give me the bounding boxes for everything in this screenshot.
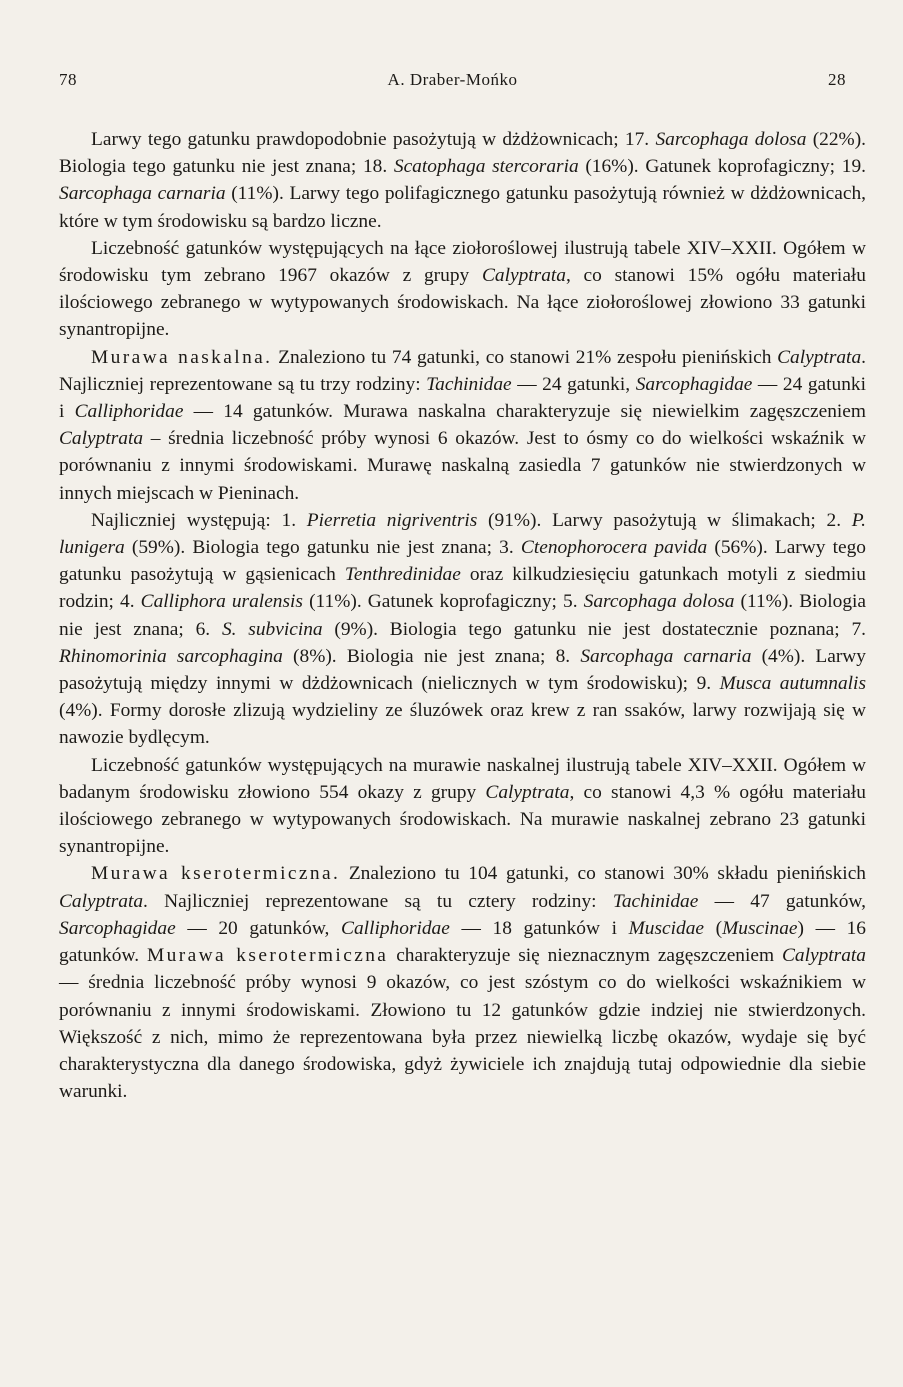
taxon-name: Calyptrata (59, 428, 144, 450)
paragraph-6 (59, 860, 866, 1105)
text-run: , co stanowi 4,3 % ogółu materiału ilościowego zebranego w wytypowanych środowiskach. Na murawie naskalnej zebrano 23 gatunki synantropijne. (59, 781, 866, 858)
text-run: Najliczniej występują: 1. (91, 509, 307, 531)
text-run: (91%). Larwy pasożytują w ślimakach; 2. (477, 509, 852, 531)
text-run: — 24 gatunki i (59, 373, 867, 423)
text-run: — 18 gatunków i (449, 917, 629, 939)
text-run: — 24 gatunki, (511, 373, 636, 395)
text-run: — 20 gatunków, (175, 917, 342, 939)
taxon-name: Calyptrata (485, 781, 570, 803)
species-name: Pierretia nigriventris (306, 509, 478, 531)
running-author: A. Draber-Mońko (387, 70, 518, 89)
family-name: Calliphoridae (341, 917, 450, 939)
species-name: Ctenophorocera pavida (520, 537, 708, 559)
text-run: (11%). Larwy tego polifagicznego gatunku pasożytują również w dżdżownicach, które w tym środowisku są bardzo liczne. (59, 183, 866, 232)
species-name: Sarcophaga dolosa (583, 591, 735, 613)
spaced-term: Murawa kserotermiczna (146, 945, 389, 967)
running-header (59, 70, 846, 100)
species-name: Musca autumnalis (719, 673, 866, 695)
species-name: Sarcophaga carnaria (59, 183, 226, 205)
body-text (59, 126, 866, 1105)
paragraph-5 (59, 752, 866, 861)
text-run: (4%). Formy dorosłe zlizują wydzieliny ze śluzówek oraz krew z ran ssaków, larwy rozwijają się w nawozie bydlęcym. (59, 700, 866, 749)
text-run: (8%). Biologia nie jest znana; 8. (282, 645, 581, 667)
paragraph-1 (59, 126, 866, 235)
text-run: — 47 gatunków, (698, 890, 866, 912)
taxon-name: Calyptrata (781, 945, 866, 967)
taxon-name: Calyptrata (59, 890, 144, 912)
species-name: S. subvicina (221, 618, 323, 640)
volume-number: 28 (828, 70, 846, 89)
family-name: Sarcophagidae (59, 917, 176, 939)
paragraph-2 (59, 235, 866, 344)
page-number: 78 (59, 70, 77, 89)
text-run: Larwy tego gatunku prawdopodobnie pasożytują w dżdżownicach; 17. (91, 129, 656, 150)
family-name: Tachinidae (426, 373, 512, 395)
text-run: (56%). Larwy tego gatunku pasożytują w gąsienicach (59, 537, 866, 586)
text-run: , co stanowi 15% ogółu materiału ilościowego zebranego w wytypowanych środowiskach. Na łące ziołoroślowej złowiono 33 gatunki synantropijne. (59, 265, 867, 341)
text-run: Znaleziono tu 104 gatunki, co stanowi 30% składu pienińskich (340, 863, 866, 885)
species-name: Sarcophaga carnaria (580, 645, 752, 667)
paragraph-4 (59, 507, 866, 752)
text-run: – średnia liczebność próby wynosi 6 okazów. Jest to ósmy co do wielkości wskaźnik w porównaniu z innymi środowiskami. Murawę naskalną zasiedla 7 gatunków nie stwierdzonych w innych miejscach w Pieninach. (59, 428, 866, 504)
species-name: Scatophaga stercoraria (393, 156, 579, 178)
text-run: (59%). Biologia tego gatunku nie jest znana; 3. (124, 537, 521, 559)
family-name: Sarcophagidae (635, 373, 753, 395)
text-run: — 14 gatunków. Murawa naskalna charakteryzuje się niewielkim zagęszczeniem (183, 401, 866, 423)
species-name: P. lunigera (59, 509, 866, 559)
paragraph-3 (59, 344, 866, 507)
text-run: ( (704, 917, 723, 939)
text-run: (16%). Gatunek koprofagiczny; 19. (578, 156, 866, 178)
family-name: Muscidae (628, 917, 705, 939)
taxon-name: Calyptrata (481, 265, 566, 287)
text-run: oraz kilkudziesięciu gatunkach motyli z siedmiu rodzin; 4. (59, 564, 866, 613)
subfamily-name: Muscinae (722, 917, 798, 939)
text-run: Liczebność gatunków występujących na murawie naskalnej ilustrują tabele XIV–XXII. Ogółem w badanym środowisku złowiono 554 okazy z grupy (59, 754, 866, 803)
section-run-in-heading: Murawa kserotermiczna. (91, 863, 341, 885)
text-run: (9%). Biologia tego gatunku nie jest dostatecznie poznana; 7. (322, 618, 866, 640)
taxon-name: Calyptrata (777, 346, 862, 368)
species-name: Calliphora uralensis (140, 591, 303, 613)
text-run: (11%). Biologia nie jest znana; 6. (59, 591, 867, 640)
family-name: Tenthredinidae (344, 564, 461, 586)
text-run: Liczebność gatunków występujących na łące ziołoroślowej ilustrują tabele XIV–XXII. Ogółem w środowisku tym zebrano 1967 okazów z grupy (59, 237, 866, 287)
text-run: (22%). Biologia tego gatunku nie jest znana; 18. (59, 129, 867, 178)
species-name: Sarcophaga dolosa (655, 129, 807, 150)
text-run: charakteryzuje się nieznacznym zagęszczeniem (388, 945, 782, 967)
text-run: . Najliczniej reprezentowane są tu cztery rodziny: (143, 890, 613, 912)
text-run: . Najliczniej reprezentowane są tu trzy rodziny: (59, 346, 866, 395)
family-name: Tachinidae (612, 890, 699, 912)
text-run: (4%). Larwy pasożytują między innymi w dżdżownicach (nielicznych w tym środowisku); 9. (59, 645, 867, 695)
family-name: Calliphoridae (74, 401, 184, 423)
text-run: (11%). Gatunek koprofagiczny; 5. (302, 591, 584, 613)
section-run-in-heading: Murawa naskalna. (91, 346, 273, 368)
species-name: Rhinomorinia sarcophagina (59, 645, 283, 667)
text-run: — średnia liczebność próby wynosi 9 okazów, co jest szóstym co do wielkości wskaźnikiem w porównaniu z innymi środowiskami. Złowiono tu 12 gatunków gdzie indziej nie stwierdzonych. Większość z nich, mimo że reprezentowana była przez niewielką liczbę okazów, wydaje się być charakterystyczna dla danego środowiska, gdyż żywiciele ich znajdują tutaj odpowiednie dla siebie warunki. (59, 972, 866, 1103)
text-run: Znaleziono tu 74 gatunki, co stanowi 21% zespołu pienińskich (272, 346, 778, 368)
text-run: ) — 16 gatunków. (59, 917, 867, 967)
